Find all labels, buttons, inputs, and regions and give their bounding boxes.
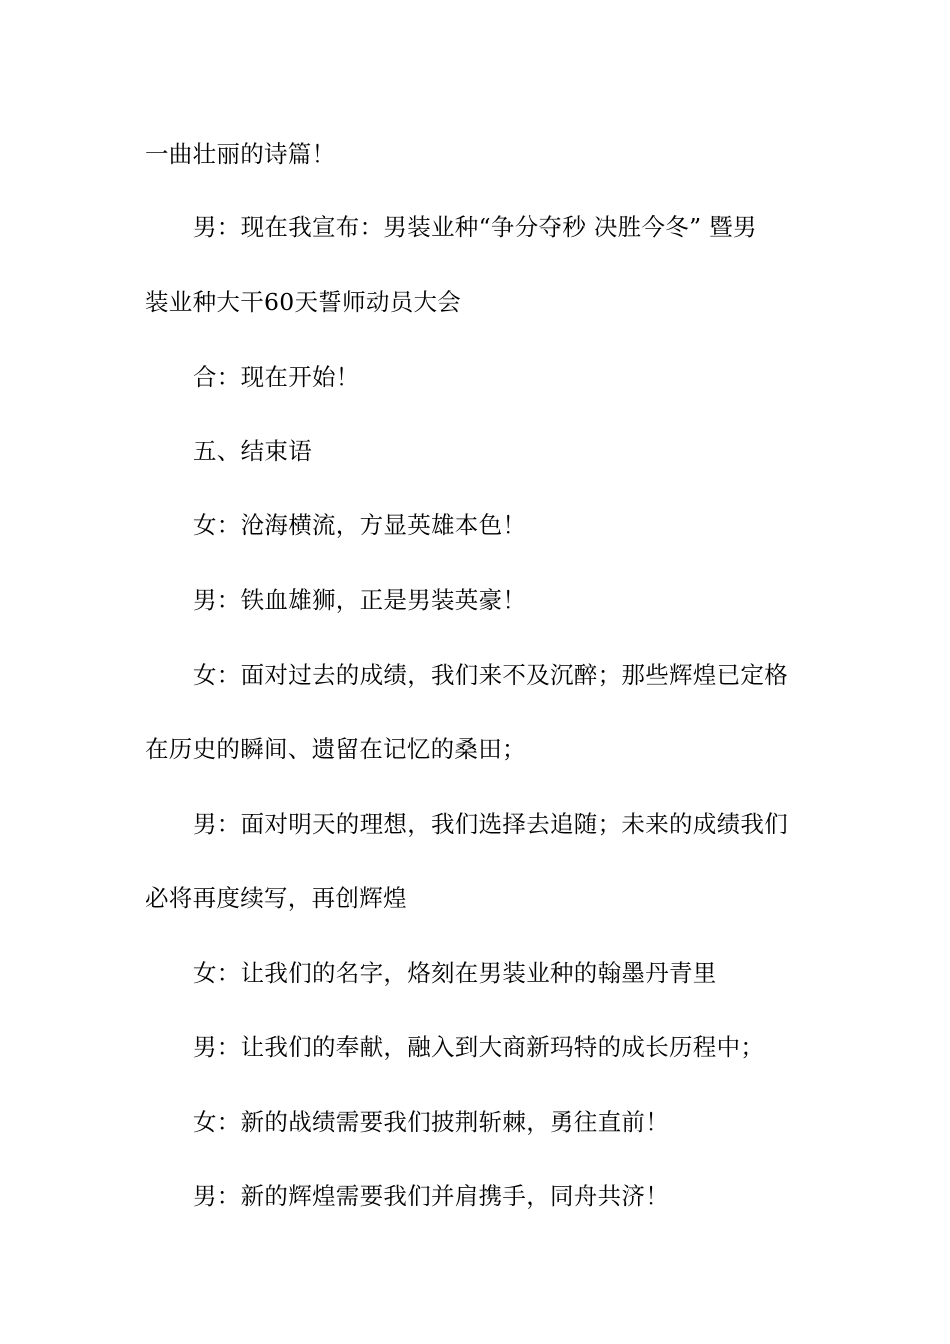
text-line: 女：面对过去的成绩，我们来不及沉醉；那些辉煌已定格 (193, 661, 788, 689)
text-line: 男：现在我宣布：男装业种“争分夺秒 决胜今冬” 暨男 (193, 213, 757, 241)
section-heading: 五、结束语 (193, 437, 312, 465)
text-line: 一曲壮丽的诗篇！ (145, 140, 336, 168)
text-line: 装业种大干60天誓师动员大会 (145, 288, 462, 316)
text-line: 在历史的瞬间、遗留在记忆的桑田； (145, 735, 526, 763)
text-line: 女：沧海横流，方显英雄本色！ (193, 511, 527, 539)
text-line: 男：面对明天的理想，我们选择去追随；未来的成绩我们 (193, 810, 788, 838)
text-line: 男：铁血雄狮，正是男装英豪！ (193, 586, 527, 614)
text-line: 男：让我们的奉献，融入到大商新玛特的成长历程中； (193, 1033, 765, 1061)
text-line: 男：新的辉煌需要我们并肩携手，同舟共济！ (193, 1182, 669, 1210)
text-line: 女：新的战绩需要我们披荆斩棘，勇往直前！ (193, 1108, 669, 1136)
text-line: 女：让我们的名字，烙刻在男装业种的翰墨丹青里 (193, 959, 717, 987)
text-line: 必将再度续写，再创辉煌 (145, 884, 407, 912)
text-line: 合：现在开始！ (193, 363, 360, 391)
